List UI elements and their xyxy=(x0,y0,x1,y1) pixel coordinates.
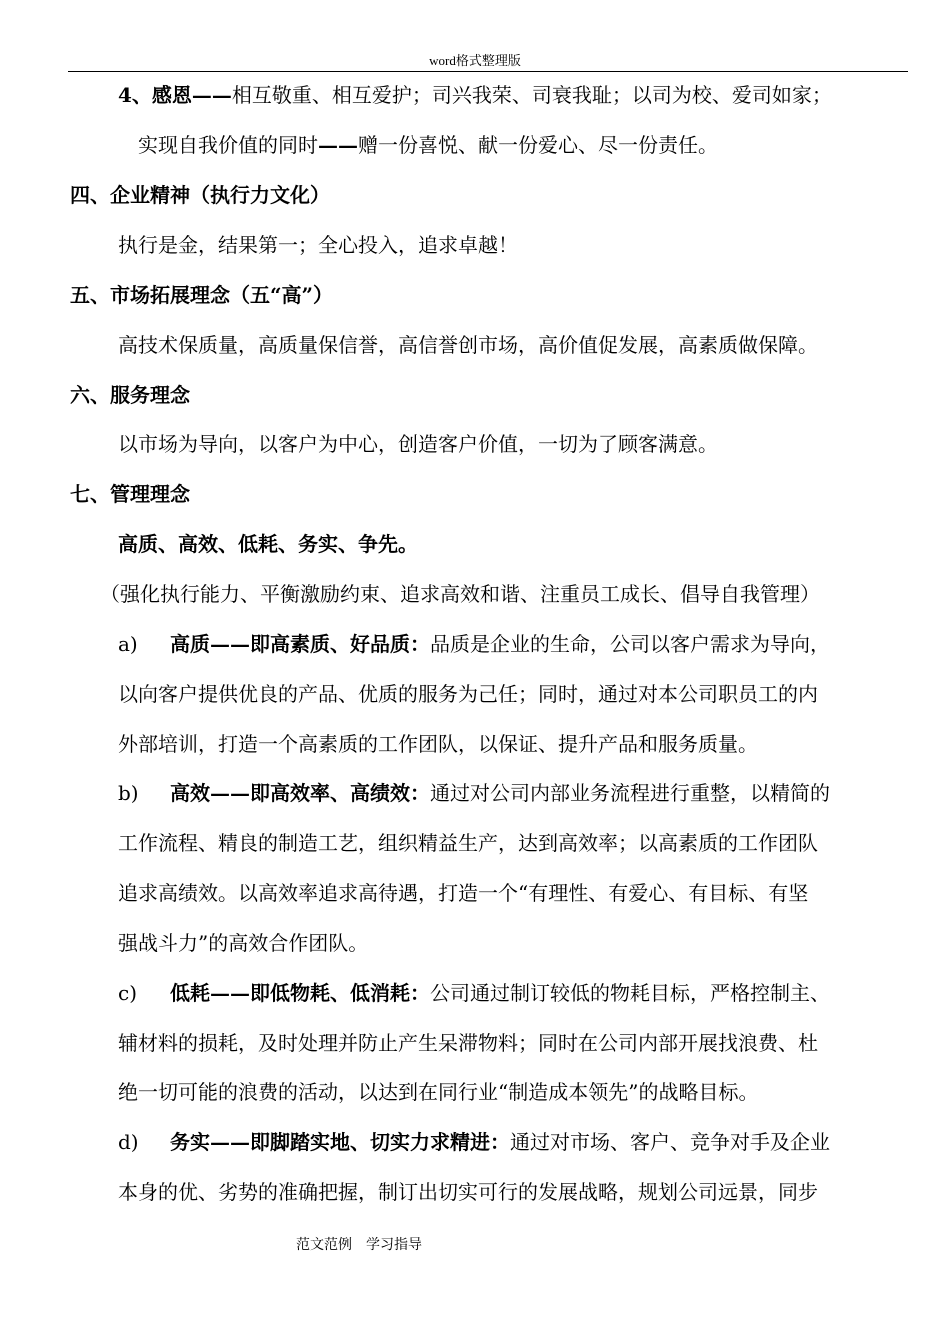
section-6-text: 以市场为导向，以客户为中心，创造客户价值，一切为了顾客满意。 xyxy=(118,432,718,456)
gratitude-line-1 xyxy=(118,82,832,108)
item-b-line-4: 强战斗力”的高效合作团队。 xyxy=(118,931,369,955)
section-4-text: 执行是金，结果第一；全心投入，追求卓越！ xyxy=(118,233,518,257)
item-b-line-3: 追求高绩效。以高效率追求高待遇，打造一个“有理性、有爱心、有目标、有坚 xyxy=(118,881,809,905)
item-a-line-1 xyxy=(118,631,830,657)
item-b-line-1 xyxy=(118,780,830,806)
gratitude-text-2a: 实现自我价值的同时 xyxy=(138,133,318,157)
item-c-line-1 xyxy=(118,980,830,1006)
item-d-line-1 xyxy=(118,1129,830,1155)
item-c-title: 低耗——即低物耗、低消耗： xyxy=(170,981,430,1005)
section-6-heading: 六、服务理念 xyxy=(70,383,190,407)
section-5-heading: 五、市场拓展理念（五“高”） xyxy=(70,283,334,307)
item-d-line-2: 本身的优、劣势的准确把握，制订出切实可行的发展战略，规划公司远景，同步 xyxy=(118,1180,818,1204)
item-b-text-1: 通过对公司内部业务流程进行重整，以精简的 xyxy=(430,781,830,805)
item-c-text-1: 公司通过制订较低的物耗目标，严格控制主、 xyxy=(430,981,830,1005)
item-c-line-2: 辅材料的损耗，及时处理并防止产生呆滞物料；同时在公司内部开展找浪费、杜 xyxy=(118,1031,818,1055)
gratitude-line-2 xyxy=(138,132,718,158)
gratitude-text-1: 相互敬重、相互爱护；司兴我荣、司衰我耻；以司为校、爱司如家； xyxy=(231,83,832,107)
item-a-marker: a) xyxy=(118,632,138,656)
section-7-summary xyxy=(118,531,418,557)
gratitude-text-2c: 赠一份喜悦、献一份爱心、尽一份责任。 xyxy=(358,133,718,157)
item-b-marker: b) xyxy=(118,781,139,805)
item-d-text-1: 通过对市场、客户、竞争对手及企业 xyxy=(510,1130,830,1154)
section-4-heading: 四、企业精神（执行力文化） xyxy=(70,183,330,207)
item-a-title: 高质——即高素质、好品质： xyxy=(170,632,430,656)
gratitude-title: 4、感恩—— xyxy=(118,83,232,107)
item-d-title: 务实——即脚踏实地、切实力求精进： xyxy=(170,1130,510,1154)
item-a-line-2: 以向客户提供优良的产品、优质的服务为己任；同时，通过对本公司职员工的内 xyxy=(118,682,818,706)
section-5-text: 高技术保质量，高质量保信誉，高信誉创市场，高价值促发展，高素质做保障。 xyxy=(118,333,818,357)
item-a-text-1: 品质是企业的生命，公司以客户需求为导向， xyxy=(430,632,830,656)
page-header: word格式整理版 xyxy=(429,53,521,68)
item-b-line-2: 工作流程、精良的制造工艺，组织精益生产，达到高效率；以高素质的工作团队 xyxy=(118,831,818,855)
item-a-line-3: 外部培训，打造一个高素质的工作团队，以保证、提升产品和服务质量。 xyxy=(118,732,758,756)
section-7-heading: 七、管理理念 xyxy=(70,482,190,506)
page-footer: 范文范例 学习指导 xyxy=(296,1238,422,1253)
header-rule xyxy=(68,71,908,72)
item-c-line-3: 绝一切可能的浪费的活动，以达到在同行业“制造成本领先”的战略目标。 xyxy=(118,1080,759,1104)
section-7-summary-text: 高质、高效、低耗、务实、争先。 xyxy=(118,532,418,556)
item-c-marker: c) xyxy=(118,981,138,1005)
section-7-note: （强化执行能力、平衡激励约束、追求高效和谐、注重员工成长、倡导自我管理） xyxy=(100,582,820,606)
item-b-title: 高效——即高效率、高绩效： xyxy=(170,781,430,805)
gratitude-dash: —— xyxy=(318,133,358,157)
item-d-marker: d) xyxy=(118,1130,139,1154)
